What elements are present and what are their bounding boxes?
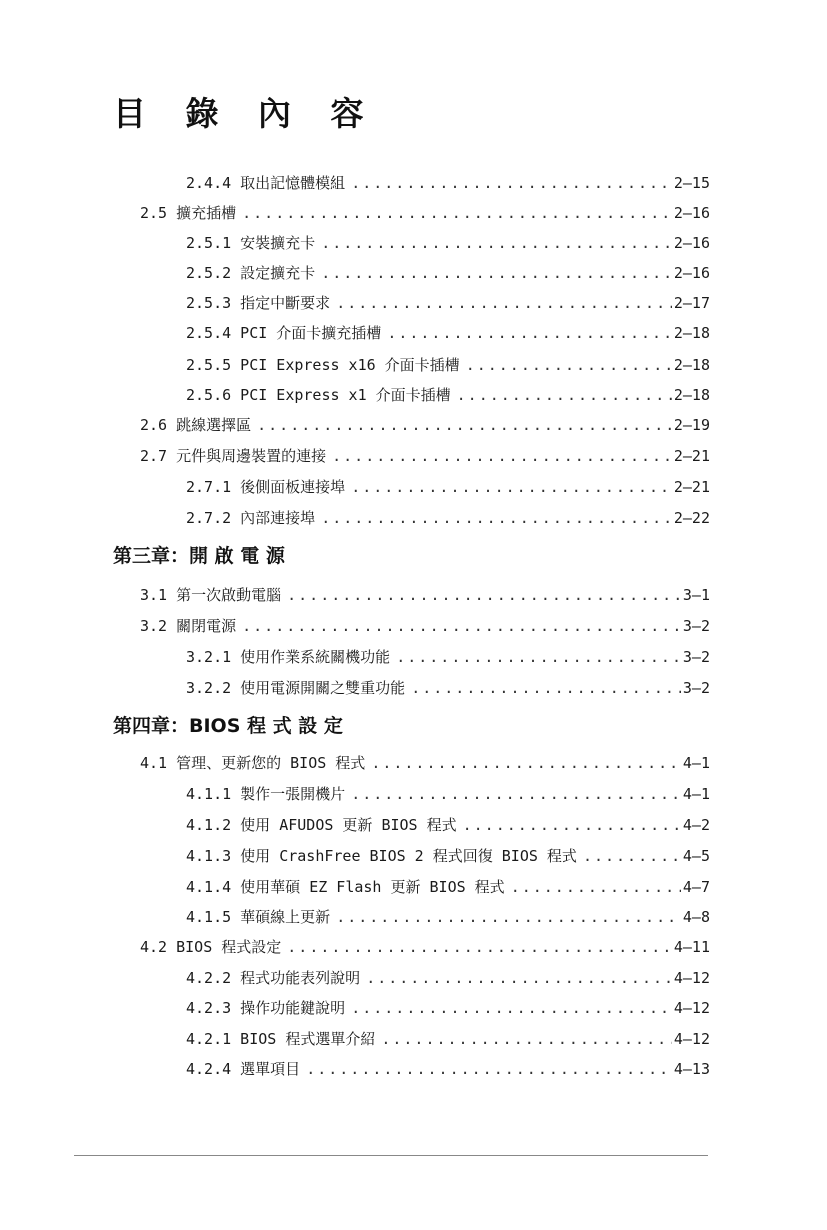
dot-leader: [351, 474, 672, 500]
toc-entry-label: 4.1.3 使用 CrashFree BIOS 2 程式回復 BIOS 程式: [186, 847, 577, 865]
toc-entry[interactable]: [186, 260, 710, 286]
toc-entry-label: 2.4.4 取出記憶體模組: [186, 174, 346, 192]
toc-entry-label: 2.5.5 PCI Express x16 介面卡插槽: [186, 356, 460, 374]
toc-entry-page: 4–7: [682, 878, 710, 896]
dot-leader: [366, 965, 672, 991]
toc-entry-page: 2–21: [673, 447, 710, 465]
toc-entry-label: 2.6 跳線選擇區: [140, 416, 252, 434]
dot-leader: [351, 995, 672, 1021]
toc-entry-label: 4.2.2 程式功能表列說明: [186, 969, 361, 987]
toc-entry-page: 4–12: [673, 969, 710, 987]
dot-leader: [511, 874, 681, 900]
toc-entry-label: 4.2 BIOS 程式設定: [140, 938, 282, 956]
dot-leader: [351, 781, 681, 807]
toc-entry[interactable]: [186, 904, 710, 930]
toc-entry[interactable]: [186, 474, 710, 500]
toc-entry-page: 2–21: [673, 478, 710, 496]
dot-leader: [321, 505, 672, 531]
toc-entry[interactable]: [186, 382, 710, 408]
dot-leader: [242, 200, 672, 226]
toc-entry-page: 4–1: [682, 785, 710, 803]
toc-entry-label: 2.7 元件與周邊裝置的連接: [140, 447, 327, 465]
toc-entry-label: 2.5.1 安裝擴充卡: [186, 234, 316, 252]
toc-entry[interactable]: [140, 412, 710, 438]
toc-entry-page: 3–2: [682, 617, 710, 635]
dot-leader: [466, 352, 672, 378]
dot-leader: [242, 613, 681, 639]
toc-entry-label: 2.7.2 內部連接埠: [186, 509, 316, 527]
toc-entry-page: 4–13: [673, 1060, 710, 1078]
toc-entry[interactable]: [140, 582, 710, 608]
toc-entry-label: 4.1 管理、更新您的 BIOS 程式: [140, 754, 366, 772]
dot-leader: [463, 812, 681, 838]
chapter-3-heading: 第三章：開 啟 電 源: [113, 545, 285, 567]
toc-entry-page: 2–18: [673, 386, 710, 404]
toc-entry-page: 2–18: [673, 324, 710, 342]
toc-entry-page: 2–16: [673, 204, 710, 222]
toc-entry[interactable]: [186, 843, 710, 869]
toc-entry-label: 3.2 關閉電源: [140, 617, 237, 635]
toc-entry-page: 2–18: [673, 356, 710, 374]
toc-entry-page: 4–12: [673, 1030, 710, 1048]
dot-leader: [457, 382, 672, 408]
toc-entry-label: 2.5.4 PCI 介面卡擴充插槽: [186, 324, 382, 342]
toc-entry[interactable]: [186, 874, 710, 900]
toc-entry-page: 2–16: [673, 264, 710, 282]
toc-entry[interactable]: [186, 505, 710, 531]
toc-entry-label: 2.5.2 設定擴充卡: [186, 264, 316, 282]
toc-entry-page: 3–2: [682, 679, 710, 697]
toc-entry-label: 2.7.1 後側面板連接埠: [186, 478, 346, 496]
toc-entry[interactable]: [186, 995, 710, 1021]
toc-entry[interactable]: [186, 230, 710, 256]
toc-entry[interactable]: [140, 200, 710, 226]
toc-entry-label: 4.2.4 選單項目: [186, 1060, 301, 1078]
toc-entry[interactable]: [186, 1026, 710, 1052]
toc-entry-label: 2.5.6 PCI Express x1 介面卡插槽: [186, 386, 451, 404]
toc-entry[interactable]: [140, 750, 710, 776]
toc-entry-label: 3.1 第一次啟動電腦: [140, 586, 282, 604]
toc-entry-page: 2–19: [673, 416, 710, 434]
toc-entry-page: 4–12: [673, 999, 710, 1017]
toc-entry[interactable]: [140, 443, 710, 469]
toc-entry-page: 2–15: [673, 174, 710, 192]
dot-leader: [332, 443, 672, 469]
toc-entry[interactable]: [186, 290, 710, 316]
toc-entry-label: 2.5.3 指定中斷要求: [186, 294, 331, 312]
dot-leader: [583, 843, 681, 869]
dot-leader: [396, 644, 681, 670]
toc-entry[interactable]: [186, 812, 710, 838]
toc-entry-page: 4–2: [682, 816, 710, 834]
dot-leader: [257, 412, 672, 438]
toc-entry[interactable]: [186, 965, 710, 991]
dot-leader: [287, 582, 681, 608]
dot-leader: [336, 290, 672, 316]
dot-leader: [306, 1056, 672, 1082]
toc-entry-page: 2–17: [673, 294, 710, 312]
dot-leader: [371, 750, 681, 776]
toc-entry-label: 4.1.2 使用 AFUDOS 更新 BIOS 程式: [186, 816, 457, 834]
toc-entry-page: 4–8: [682, 908, 710, 926]
page-title: 目 錄 內 容: [113, 94, 378, 133]
dot-leader: [321, 230, 672, 256]
toc-entry-label: 4.1.5 華碩線上更新: [186, 908, 331, 926]
dot-leader: [411, 675, 681, 701]
toc-entry-page: 3–2: [682, 648, 710, 666]
toc-entry-page: 3–1: [682, 586, 710, 604]
toc-entry-label: 3.2.2 使用電源開關之雙重功能: [186, 679, 406, 697]
dot-leader: [387, 320, 672, 346]
toc-entry-page: 2–22: [673, 509, 710, 527]
toc-entry-page: 4–11: [673, 938, 710, 956]
toc-entry[interactable]: [140, 613, 710, 639]
toc-entry[interactable]: [186, 1056, 710, 1082]
dot-leader: [287, 934, 672, 960]
toc-entry-label: 2.5 擴充插槽: [140, 204, 237, 222]
dot-leader: [336, 904, 681, 930]
dot-leader: [381, 1026, 672, 1052]
toc-entry[interactable]: [186, 352, 710, 378]
toc-entry-label: 4.2.1 BIOS 程式選單介紹: [186, 1030, 376, 1048]
toc-entry-label: 3.2.1 使用作業系統關機功能: [186, 648, 391, 666]
toc-entry[interactable]: [186, 644, 710, 670]
toc-entry-label: 4.2.3 操作功能鍵說明: [186, 999, 346, 1017]
toc-entry-page: 4–1: [682, 754, 710, 772]
toc-entry-page: 2–16: [673, 234, 710, 252]
dot-leader: [321, 260, 672, 286]
toc-entry[interactable]: [186, 320, 710, 346]
toc-entry-label: 4.1.1 製作一張開機片: [186, 785, 346, 803]
toc-entry-label: 4.1.4 使用華碩 EZ Flash 更新 BIOS 程式: [186, 878, 505, 896]
toc-entry-page: 4–5: [682, 847, 710, 865]
dot-leader: [351, 170, 672, 196]
toc-entry[interactable]: [140, 934, 710, 960]
toc-entry[interactable]: [186, 781, 710, 807]
chapter-4-heading: 第四章：BIOS 程 式 設 定: [113, 715, 343, 737]
toc-entry[interactable]: [186, 675, 710, 701]
footer-divider: [74, 1155, 708, 1156]
toc-entry[interactable]: [186, 170, 710, 196]
